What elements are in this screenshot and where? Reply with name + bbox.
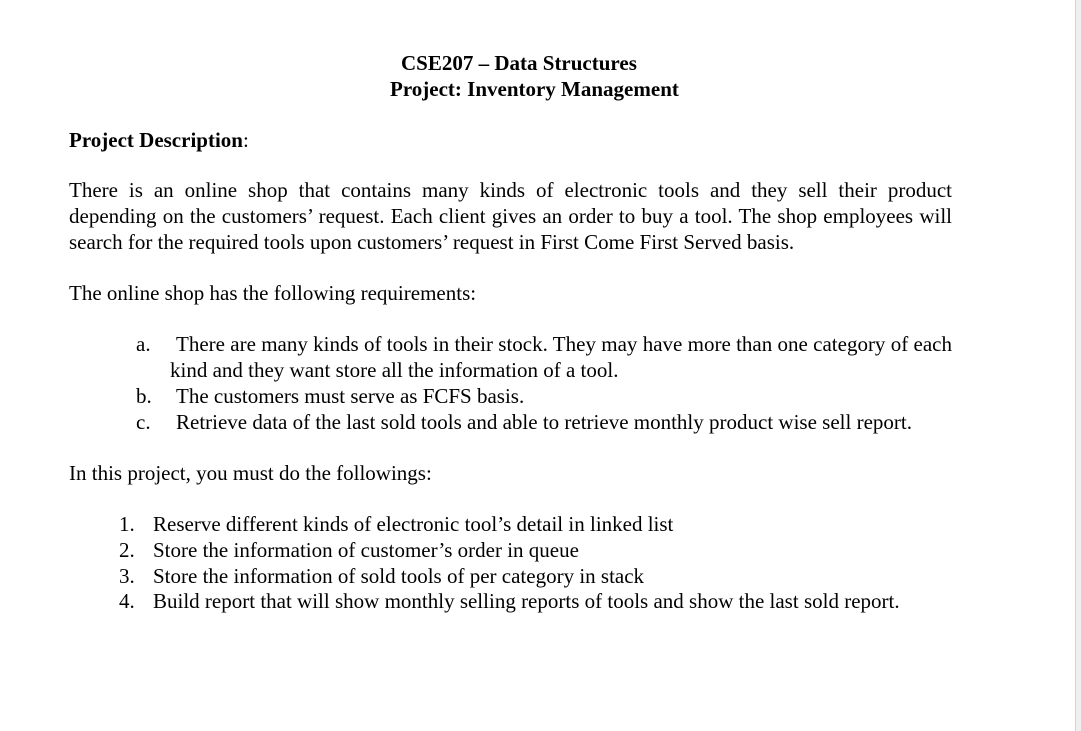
task-item — [119, 512, 989, 538]
list-marker: c. — [136, 410, 151, 434]
description-paragraph: There is an online shop that contains many kinds of electronic tools and they sell their product depending on the customers’ request. Each client gives an order to buy a tool. The shop employees will search for the required tools upon customers’ request in First Come First Served basis. — [69, 178, 952, 254]
page-edge-scrollbar — [1075, 0, 1081, 731]
requirement-item — [136, 384, 952, 410]
section-heading-label: Project Description — [69, 128, 243, 152]
list-marker: 1. — [119, 512, 135, 536]
task-text: Store the information of customer’s order in queue — [153, 538, 579, 562]
task-item — [119, 538, 989, 564]
list-marker: a. — [136, 332, 151, 356]
requirements-intro: The online shop has the following requirements: — [69, 281, 477, 305]
requirement-text: Retrieve data of the last sold tools and able to retrieve monthly product wise sell report. — [176, 410, 912, 434]
course-title: CSE207 – Data Structures — [401, 51, 637, 75]
requirement-text: The customers must serve as FCFS basis. — [176, 384, 525, 408]
requirement-item — [136, 410, 952, 436]
list-marker: b. — [136, 384, 152, 408]
task-item — [119, 589, 989, 615]
list-marker: 3. — [119, 564, 135, 588]
requirement-text: There are many kinds of tools in their stock. They may have more than one category of each kind and they want store all the information of a tool. — [170, 332, 952, 382]
list-marker: 2. — [119, 538, 135, 562]
requirement-item — [136, 332, 952, 384]
section-heading-colon: : — [242, 128, 249, 152]
task-text: Build report that will show monthly selling reports of tools and show the last sold report. — [153, 589, 900, 613]
section-heading — [69, 127, 249, 153]
task-text: Reserve different kinds of electronic tool’s detail in linked list — [153, 512, 674, 536]
task-text: Store the information of sold tools of per category in stack — [153, 564, 645, 588]
task-item — [119, 564, 989, 590]
tasks-intro: In this project, you must do the followings: — [69, 461, 432, 485]
list-marker: 4. — [119, 589, 135, 613]
project-title: Project: Inventory Management — [390, 77, 679, 101]
